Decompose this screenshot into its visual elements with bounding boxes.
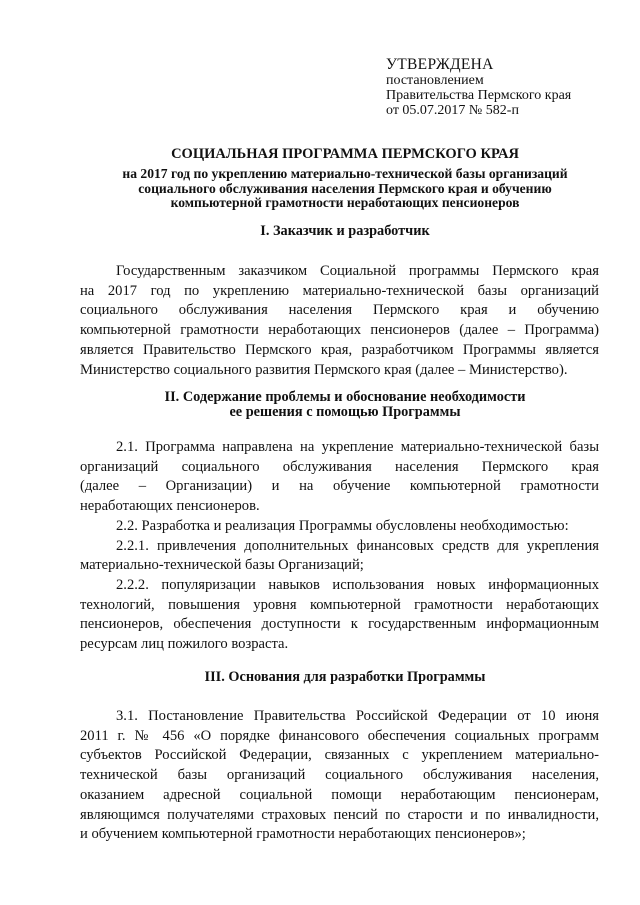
section-2-heading-line: ее решения с помощью Программы	[229, 404, 461, 420]
document-title: СОЦИАЛЬНАЯ ПРОГРАММА ПЕРМСКОГО КРАЯ	[171, 146, 519, 162]
approval-line: от 05.07.2017 № 582-п	[386, 103, 519, 118]
approval-stamp	[386, 56, 626, 118]
text-line: 2011 г. № 456 «О порядке финансового обеспечения социальных программ	[80, 727, 599, 744]
text-line: компьютерной грамотности неработающих пенсионеров (далее – Программа)	[80, 322, 599, 339]
subtitle-line: социального обслуживания населения Пермского края и обучению	[138, 180, 552, 196]
text-line: 2.1. Программа направлена на укрепление материально-технической базы	[116, 439, 599, 455]
text-line: организаций социального обслуживания населения Пермского края	[80, 458, 599, 475]
document-subtitle	[80, 167, 610, 211]
approval-line: постановлением	[386, 73, 484, 88]
subtitle-line: компьютерной грамотности неработающих пенсионеров	[170, 195, 520, 210]
text-line: ресурсам лиц пожилого возраста.	[80, 636, 289, 653]
text-line: 2.2. Разработка и реализация Программы обусловлены необходимостью:	[116, 517, 569, 534]
text-line: и обучением компьютерной грамотности неработающих пенсионеров»;	[80, 826, 526, 843]
text-line: технической базы организаций социального обслуживания населения,	[80, 767, 599, 784]
section-3-paragraph	[80, 707, 599, 845]
text-line: 3.1. Постановление Правительства Российской Федерации от 10 июня	[116, 708, 599, 724]
text-line: 2.2.2. популяризации навыков использования новых информационных	[116, 576, 599, 593]
approval-heading: УТВЕРЖДЕНА	[386, 56, 494, 73]
text-line: являющимся получателями страховых пенсий по старости и по инвалидности,	[80, 806, 599, 823]
text-line: пенсионеров, обеспечения доступности к государственным информационным	[80, 616, 599, 633]
text-line: Министерство социального развития Пермского края (далее – Министерство).	[80, 361, 568, 378]
text-line: материально-технической базы Организаций;	[80, 557, 364, 574]
section-3-heading: III. Основания для разработки Программы	[204, 669, 486, 685]
text-line: субъектов Российской Федерации, связанных с укреплением материально-	[80, 747, 599, 764]
text-line: является Правительство Пермского края, разработчиком Программы является	[80, 341, 599, 358]
section-1-heading: I. Заказчик и разработчик	[260, 223, 430, 239]
approval-line: Правительства Пермского края	[386, 88, 572, 103]
text-line: (далее – Организации) и на обучение компьютерной грамотности	[80, 478, 599, 495]
text-line: неработающих пенсионеров.	[80, 498, 260, 515]
text-line: оказанием адресной социальной помощи неработающим пенсионерам,	[80, 786, 599, 803]
section-2-paragraph	[80, 438, 599, 655]
text-line: на 2017 год по укреплению материально-технической базы организаций	[80, 282, 599, 299]
section-1-paragraph	[80, 262, 599, 380]
section-2-heading	[80, 390, 610, 420]
text-line: технологий, повышения уровня компьютерной грамотности неработающих	[80, 596, 599, 613]
section-2-heading-line: II. Содержание проблемы и обоснование необходимости	[164, 389, 526, 405]
subtitle-line: на 2017 год по укреплению материально-технической базы организаций	[122, 166, 568, 181]
text-line: социального обслуживания населения Пермского края и обучению	[80, 302, 599, 319]
text-line: Государственным заказчиком Социальной программы Пермского края	[116, 263, 599, 279]
text-line: 2.2.1. привлечения дополнительных финансовых средств для укрепления	[116, 537, 599, 554]
